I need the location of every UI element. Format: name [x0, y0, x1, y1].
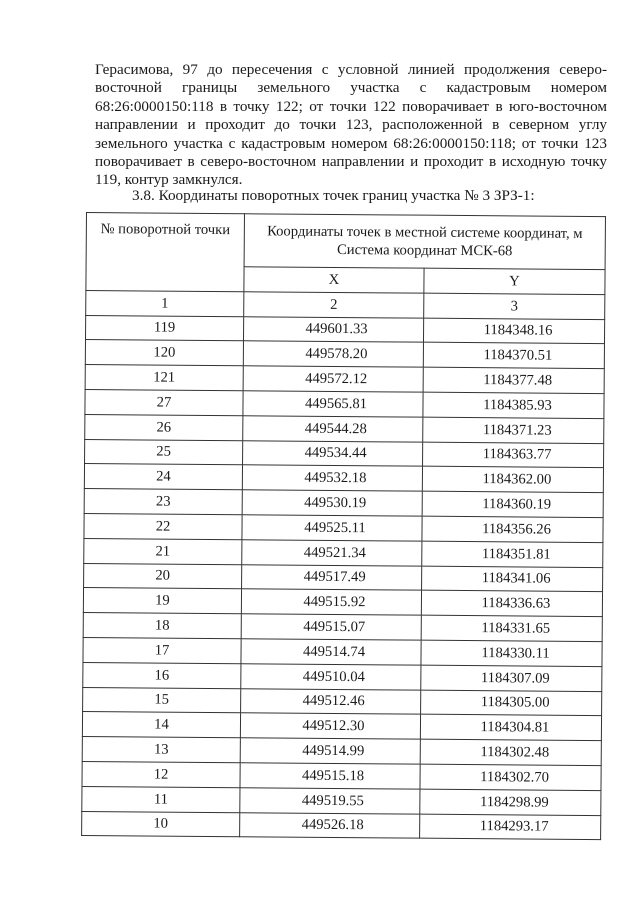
y-coordinate-cell: 1184341.06 [422, 566, 603, 592]
x-coordinate-cell: 449521.34 [242, 540, 422, 566]
column-index-3: 3 [424, 293, 605, 319]
y-coordinate-cell: 1184336.63 [421, 591, 602, 617]
point-number-cell: 17 [83, 637, 241, 663]
point-number-cell: 21 [84, 538, 242, 564]
y-coordinate-cell: 1184330.11 [421, 640, 602, 666]
point-number-cell: 22 [84, 513, 242, 539]
y-coordinate-cell: 1184348.16 [423, 318, 604, 344]
x-coordinate-cell: 449514.99 [240, 738, 420, 764]
boundary-description-paragraph: Герасимова, 97 до пересечения с условной линией продолжения северо-восточной границы земельного участка с кадастровым номером 68:26:0000150:118 в точку 122; от точки 122 поворачивает в юго-восточном направлении и проходит до точки 123, расположенной в северном углу земельного участка с кадастровым номером 68:26:0000150:118; от точки 123 поворачивает в северо-восточном направлении и проходит в исходную точку 119, контур замкнулся. [95, 61, 607, 189]
y-coordinate-cell: 1184371.23 [423, 417, 604, 443]
point-number-cell: 25 [85, 439, 243, 465]
x-coordinate-cell: 449512.46 [241, 688, 421, 714]
column-index-1: 1 [86, 290, 244, 316]
y-coordinate-cell: 1184305.00 [421, 690, 602, 716]
point-number-cell: 11 [82, 786, 240, 812]
point-number-cell: 20 [84, 563, 242, 589]
x-coordinate-cell: 449515.92 [241, 589, 421, 615]
y-coordinate-cell: 1184356.26 [422, 516, 603, 542]
y-coordinate-cell: 1184293.17 [420, 814, 601, 840]
point-number-cell: 15 [83, 687, 241, 713]
y-coordinate-cell: 1184370.51 [423, 343, 604, 369]
column-index-2: 2 [244, 292, 424, 318]
x-coordinate-cell: 449532.18 [242, 465, 422, 491]
y-coordinate-cell: 1184302.48 [420, 739, 601, 765]
point-number-cell: 120 [85, 340, 243, 366]
y-coordinate-cell: 1184298.99 [420, 789, 601, 815]
point-number-cell: 19 [83, 588, 241, 614]
y-coordinate-cell: 1184304.81 [420, 714, 601, 740]
header-y: Y [424, 268, 605, 294]
x-coordinate-cell: 449601.33 [243, 316, 423, 342]
point-number-cell: 121 [85, 365, 243, 391]
table-header-row [86, 213, 605, 270]
point-number-cell: 27 [85, 389, 243, 415]
x-coordinate-cell: 449526.18 [240, 812, 420, 838]
x-coordinate-cell: 449530.19 [242, 490, 422, 516]
y-coordinate-cell: 1184360.19 [422, 491, 603, 517]
x-coordinate-cell: 449572.12 [243, 366, 423, 392]
y-coordinate-cell: 1184385.93 [423, 392, 604, 418]
y-coordinate-cell: 1184362.00 [422, 467, 603, 493]
x-coordinate-cell: 449544.28 [243, 416, 423, 442]
x-coordinate-cell: 449578.20 [243, 341, 423, 367]
table-caption: 3.8. Координаты поворотных точек границ участка № 3 ЗРЗ-1: [132, 187, 535, 204]
y-coordinate-cell: 1184331.65 [421, 615, 602, 641]
header-point-number: № поворотной точки [86, 213, 245, 292]
point-number-cell: 10 [82, 811, 240, 837]
x-coordinate-cell: 449515.18 [240, 763, 420, 789]
x-coordinate-cell: 449515.07 [241, 614, 421, 640]
point-number-cell: 16 [83, 662, 241, 688]
y-coordinate-cell: 1184363.77 [423, 442, 604, 468]
point-number-cell: 12 [82, 761, 240, 787]
coordinates-table [81, 212, 606, 840]
header-coordinates: Координаты точек в местной системе координат, м Система координат МСК-68 [244, 214, 605, 270]
x-coordinate-cell: 449517.49 [242, 564, 422, 590]
table-row [82, 811, 601, 840]
x-coordinate-cell: 449514.74 [241, 639, 421, 665]
header-x: X [244, 267, 424, 293]
point-number-cell: 18 [83, 613, 241, 639]
y-coordinate-cell: 1184307.09 [421, 665, 602, 691]
x-coordinate-cell: 449519.55 [240, 787, 420, 813]
x-coordinate-cell: 449510.04 [241, 663, 421, 689]
point-number-cell: 24 [84, 464, 242, 490]
x-coordinate-cell: 449565.81 [243, 391, 423, 417]
x-coordinate-cell: 449525.11 [242, 515, 422, 541]
y-coordinate-cell: 1184377.48 [423, 367, 604, 393]
point-number-cell: 13 [82, 737, 240, 763]
point-number-cell: 14 [82, 712, 240, 738]
point-number-cell: 23 [84, 489, 242, 515]
point-number-cell: 26 [85, 414, 243, 440]
y-coordinate-cell: 1184351.81 [422, 541, 603, 567]
x-coordinate-cell: 449534.44 [243, 440, 423, 466]
table-body [82, 315, 605, 840]
y-coordinate-cell: 1184302.70 [420, 764, 601, 790]
x-coordinate-cell: 449512.30 [240, 713, 420, 739]
point-number-cell: 119 [85, 315, 243, 341]
